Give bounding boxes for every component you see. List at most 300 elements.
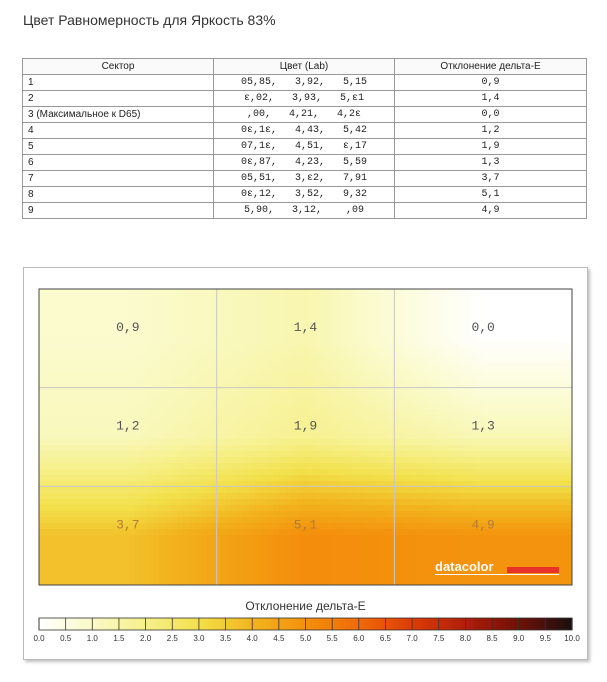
heatmap-sample [483,577,490,584]
heatmap-sample [105,487,112,494]
heatmap-sample [153,523,160,530]
heatmap-sample [81,433,88,440]
heatmap-sample [417,445,424,452]
heatmap-sample [297,313,304,320]
heatmap-sample [345,403,352,410]
heatmap-sample [183,577,190,584]
heatmap-sample [519,313,526,320]
heatmap-sample [117,397,124,404]
heatmap-sample [177,301,184,308]
heatmap-sample [525,379,532,386]
heatmap-sample [429,493,436,500]
heatmap-sample [99,433,106,440]
heatmap-sample [87,289,94,296]
heatmap-sample [327,571,334,578]
heatmap-sample [459,307,466,314]
heatmap-sample [387,385,394,392]
heatmap-sample [63,373,70,380]
heatmap-sample [75,421,82,428]
heatmap-sample [327,385,334,392]
heatmap-sample [537,361,544,368]
heatmap-sample [441,541,448,548]
heatmap-sample [495,547,502,554]
heatmap-sample [327,475,334,482]
heatmap-sample [237,577,244,584]
heatmap-sample [525,541,532,548]
heatmap-sample [441,403,448,410]
heatmap-sample [405,385,412,392]
heatmap-sample [129,295,136,302]
heatmap-sample [117,469,124,476]
heatmap-sample [69,559,76,566]
heatmap-sample [441,343,448,350]
heatmap-sample [543,511,550,518]
heatmap-sample [165,475,172,482]
heatmap-sample [447,535,454,542]
heatmap-sample [39,457,46,464]
heatmap-sample [387,295,394,302]
heatmap-sample [561,421,568,428]
heatmap-sample [201,511,208,518]
heatmap-sample [321,529,328,536]
heatmap-sample [471,475,478,482]
heatmap-sample [189,403,196,410]
heatmap-sample [369,343,376,350]
heatmap-sample [339,403,346,410]
heatmap-sample [507,493,514,500]
heatmap-sample [333,367,340,374]
heatmap-sample [453,505,460,512]
heatmap-sample [333,337,340,344]
heatmap-sample [177,463,184,470]
heatmap-sample [111,307,118,314]
heatmap-sample [165,469,172,476]
heatmap-sample [447,379,454,386]
heatmap-sample [69,553,76,560]
heatmap-sample [285,295,292,302]
heatmap-sample [345,511,352,518]
heatmap-sample [159,319,166,326]
heatmap-sample [345,331,352,338]
scale-tick-label: 1.0 [86,634,98,643]
heatmap-sample [447,295,454,302]
heatmap-sample [63,367,70,374]
heatmap-sample [129,445,136,452]
heatmap-sample [123,289,130,296]
heatmap-sample [219,523,226,530]
heatmap-sample [99,379,106,386]
heatmap-sample [369,307,376,314]
heatmap-sample [333,361,340,368]
heatmap-sample [519,289,526,296]
heatmap-sample [543,313,550,320]
heatmap-sample [231,445,238,452]
heatmap-sample [513,523,520,530]
heatmap-sample [249,301,256,308]
heatmap-sample [537,385,544,392]
heatmap-sample [105,391,112,398]
heatmap-sample [69,307,76,314]
heatmap-sample [453,451,460,458]
heatmap-sample [147,487,154,494]
heatmap-sample [159,571,166,578]
heatmap-sample [489,397,496,404]
heatmap-sample [363,403,370,410]
heatmap-sample [75,361,82,368]
table-header-row [23,59,587,75]
heatmap-sample [477,541,484,548]
heatmap-sample [501,403,508,410]
heatmap-sample [537,379,544,386]
heatmap-sample [99,529,106,536]
heatmap-sample [105,577,112,584]
heatmap-sample [93,295,100,302]
heatmap-sample [141,361,148,368]
heatmap-sample [225,349,232,356]
heatmap-sample [303,553,310,560]
scale-segment [292,618,297,630]
heatmap-sample [381,523,388,530]
heatmap-sample [339,565,346,572]
heatmap-sample [291,547,298,554]
heatmap-sample [153,559,160,566]
heatmap-sample [363,487,370,494]
scale-segment [288,618,293,630]
heatmap-sample [321,547,328,554]
heatmap-sample [279,505,286,512]
heatmap-sample [339,493,346,500]
heatmap-sample [207,373,214,380]
heatmap-sample [453,415,460,422]
heatmap-sample [147,529,154,536]
heatmap-sample [483,469,490,476]
heatmap-sample [549,337,556,344]
heatmap-sample [531,397,538,404]
heatmap-sample [309,409,316,416]
heatmap-sample [327,349,334,356]
heatmap-sample [423,373,430,380]
heatmap-sample [171,565,178,572]
heatmap-sample [525,337,532,344]
heatmap-sample [507,457,514,464]
heatmap-sample [255,427,262,434]
heatmap-sample [165,529,172,536]
heatmap-sample [363,337,370,344]
heatmap-sample [165,559,172,566]
heatmap-sample [237,553,244,560]
heatmap-sample [495,487,502,494]
heatmap-sample [93,559,100,566]
heatmap-sample [489,391,496,398]
heatmap-sample [219,391,226,398]
heatmap-sample [195,307,202,314]
heatmap-sample [39,553,46,560]
heatmap-sample [207,331,214,338]
heatmap-sample [243,427,250,434]
heatmap-sample [237,475,244,482]
delta-e-cell: 4,9 [395,203,587,219]
heatmap-sample [231,541,238,548]
heatmap-sample [489,577,496,584]
heatmap-sample [321,433,328,440]
heatmap-sample [519,529,526,536]
heatmap-sample [195,325,202,332]
heatmap-sample [447,487,454,494]
delta-e-cell: 0,0 [395,107,587,123]
heatmap-sample [177,331,184,338]
heatmap-sample [75,523,82,530]
heatmap-sample [159,475,166,482]
heatmap-sample [225,421,232,428]
heatmap-sample [225,577,232,584]
heatmap-sample [501,457,508,464]
heatmap-sample [183,421,190,428]
heatmap-sample [45,463,52,470]
heatmap-sample [45,547,52,554]
heatmap-sample [285,349,292,356]
heatmap-sample [141,367,148,374]
scale-segment [417,618,422,630]
heatmap-sample [219,505,226,512]
heatmap-sample [417,307,424,314]
heatmap-sample [231,493,238,500]
heatmap-sample [69,529,76,536]
heatmap-sample [93,325,100,332]
heatmap-sample [267,409,274,416]
heatmap-sample [273,517,280,524]
heatmap-sample [219,565,226,572]
heatmap-sample [471,493,478,500]
heatmap-sample [441,367,448,374]
scale-tick-label: 2.5 [166,634,178,643]
heatmap-sample [39,487,46,494]
heatmap-sample [411,541,418,548]
heatmap-sample [237,493,244,500]
heatmap-sample [405,565,412,572]
heatmap-sample [249,379,256,386]
heatmap-sample [345,553,352,560]
heatmap-sample [387,541,394,548]
heatmap-sample [129,307,136,314]
heatmap-sample [387,307,394,314]
heatmap-sample [447,361,454,368]
heatmap-sample [63,397,70,404]
heatmap-sample [459,331,466,338]
heatmap-sample [453,517,460,524]
heatmap-sample [483,439,490,446]
heatmap-sample [423,511,430,518]
heatmap-sample [231,553,238,560]
heatmap-sample [525,349,532,356]
heatmap-sample [123,337,130,344]
heatmap-sample [291,445,298,452]
heatmap-sample [57,553,64,560]
heatmap-sample [225,553,232,560]
heatmap-sample [555,385,562,392]
heatmap-sample [549,469,556,476]
heatmap-sample [333,487,340,494]
heatmap-sample [165,409,172,416]
heatmap-sample [327,415,334,422]
heatmap-sample [237,421,244,428]
heatmap-sample [519,331,526,338]
heatmap-sample [291,403,298,410]
heatmap-sample [357,511,364,518]
heatmap-sample [195,385,202,392]
heatmap-sample [69,301,76,308]
heatmap-sample [339,451,346,458]
heatmap-sample [501,499,508,506]
scale-segment [528,618,533,630]
heatmap-sample [231,391,238,398]
heatmap-sample [369,565,376,572]
heatmap-sample [165,511,172,518]
heatmap-sample [147,469,154,476]
heatmap-sample [189,475,196,482]
heatmap-sample [261,463,268,470]
heatmap-sample [273,505,280,512]
heatmap-sample [531,445,538,452]
heatmap-sample [321,325,328,332]
heatmap-sample [525,295,532,302]
heatmap-sample [69,427,76,434]
heatmap-sample [207,343,214,350]
heatmap-sample [261,301,268,308]
heatmap-sample [93,541,100,548]
heatmap-sample [111,463,118,470]
heatmap-sample [255,523,262,530]
heatmap-sample [255,409,262,416]
heatmap-sample [45,331,52,338]
heatmap-sample [531,343,538,350]
heatmap-sample [75,289,82,296]
heatmap-sample [321,571,328,578]
heatmap-sample [531,319,538,326]
heatmap-sample [561,373,568,380]
heatmap-sample [459,475,466,482]
heatmap-sample [243,565,250,572]
heatmap-sample [183,397,190,404]
heatmap-sample [297,547,304,554]
heatmap-sample [231,499,238,506]
heatmap-sample [303,547,310,554]
heatmap-sample [63,331,70,338]
heatmap-sample [537,337,544,344]
heatmap-sample [555,505,562,512]
heatmap-sample [411,571,418,578]
heatmap-sample [531,289,538,296]
heatmap-sample [435,475,442,482]
heatmap-sample [207,307,214,314]
heatmap-sample [429,517,436,524]
heatmap-sample [549,517,556,524]
heatmap-sample [321,493,328,500]
heatmap-sample [327,487,334,494]
heatmap-sample [129,361,136,368]
heatmap-sample [489,535,496,542]
heatmap-sample [249,463,256,470]
scale-segment [332,618,337,630]
heatmap-sample [195,469,202,476]
heatmap-sample [129,565,136,572]
heatmap-sample [231,523,238,530]
heatmap-sample [321,421,328,428]
heatmap-sample [387,373,394,380]
heatmap-sample [189,541,196,548]
heatmap-sample [57,307,64,314]
heatmap-sample [513,301,520,308]
heatmap-sample [75,391,82,398]
heatmap-sample [549,289,556,296]
heatmap-sample [555,577,562,584]
heatmap-sample [147,415,154,422]
heatmap-sample [171,499,178,506]
heatmap-sample [285,439,292,446]
heatmap-sample [381,553,388,560]
heatmap-sample [339,301,346,308]
heatmap-sample [357,571,364,578]
heatmap-sample [489,469,496,476]
heatmap-sample [531,553,538,560]
heatmap-sample [147,397,154,404]
scale-segment [279,618,284,630]
heatmap-sample [291,475,298,482]
heatmap-sample [249,331,256,338]
heatmap-sample [129,547,136,554]
heatmap-sample [363,475,370,482]
heatmap-sample [267,571,274,578]
heatmap-sample [315,409,322,416]
heatmap-sample [327,427,334,434]
heatmap-sample [183,511,190,518]
heatmap-sample [339,529,346,536]
heatmap-sample [87,415,94,422]
heatmap-sample [177,421,184,428]
heatmap-sample [285,289,292,296]
heatmap-sample [249,445,256,452]
heatmap-sample [273,325,280,332]
heatmap-sample [429,349,436,356]
heatmap-sample [399,397,406,404]
heatmap-sample [477,313,484,320]
heatmap-sample [171,439,178,446]
heatmap-sample [423,451,430,458]
heatmap-sample [195,517,202,524]
heatmap-sample [279,319,286,326]
heatmap-sample [369,331,376,338]
heatmap-sample [75,373,82,380]
heatmap-sample [423,469,430,476]
heatmap-sample [549,577,556,584]
heatmap-sample [501,337,508,344]
heatmap-sample [93,547,100,554]
heatmap-sample [387,457,394,464]
heatmap-sample [411,505,418,512]
heatmap-sample [357,349,364,356]
heatmap-sample [195,493,202,500]
heatmap-sample [201,469,208,476]
heatmap-sample [207,301,214,308]
heatmap-sample [255,451,262,458]
heatmap-sample [321,367,328,374]
heatmap-sample [291,451,298,458]
heatmap-sample [45,325,52,332]
heatmap-sample [57,517,64,524]
heatmap-sample [201,403,208,410]
heatmap-sample [333,289,340,296]
heatmap-sample [39,571,46,578]
heatmap-sample [207,505,214,512]
